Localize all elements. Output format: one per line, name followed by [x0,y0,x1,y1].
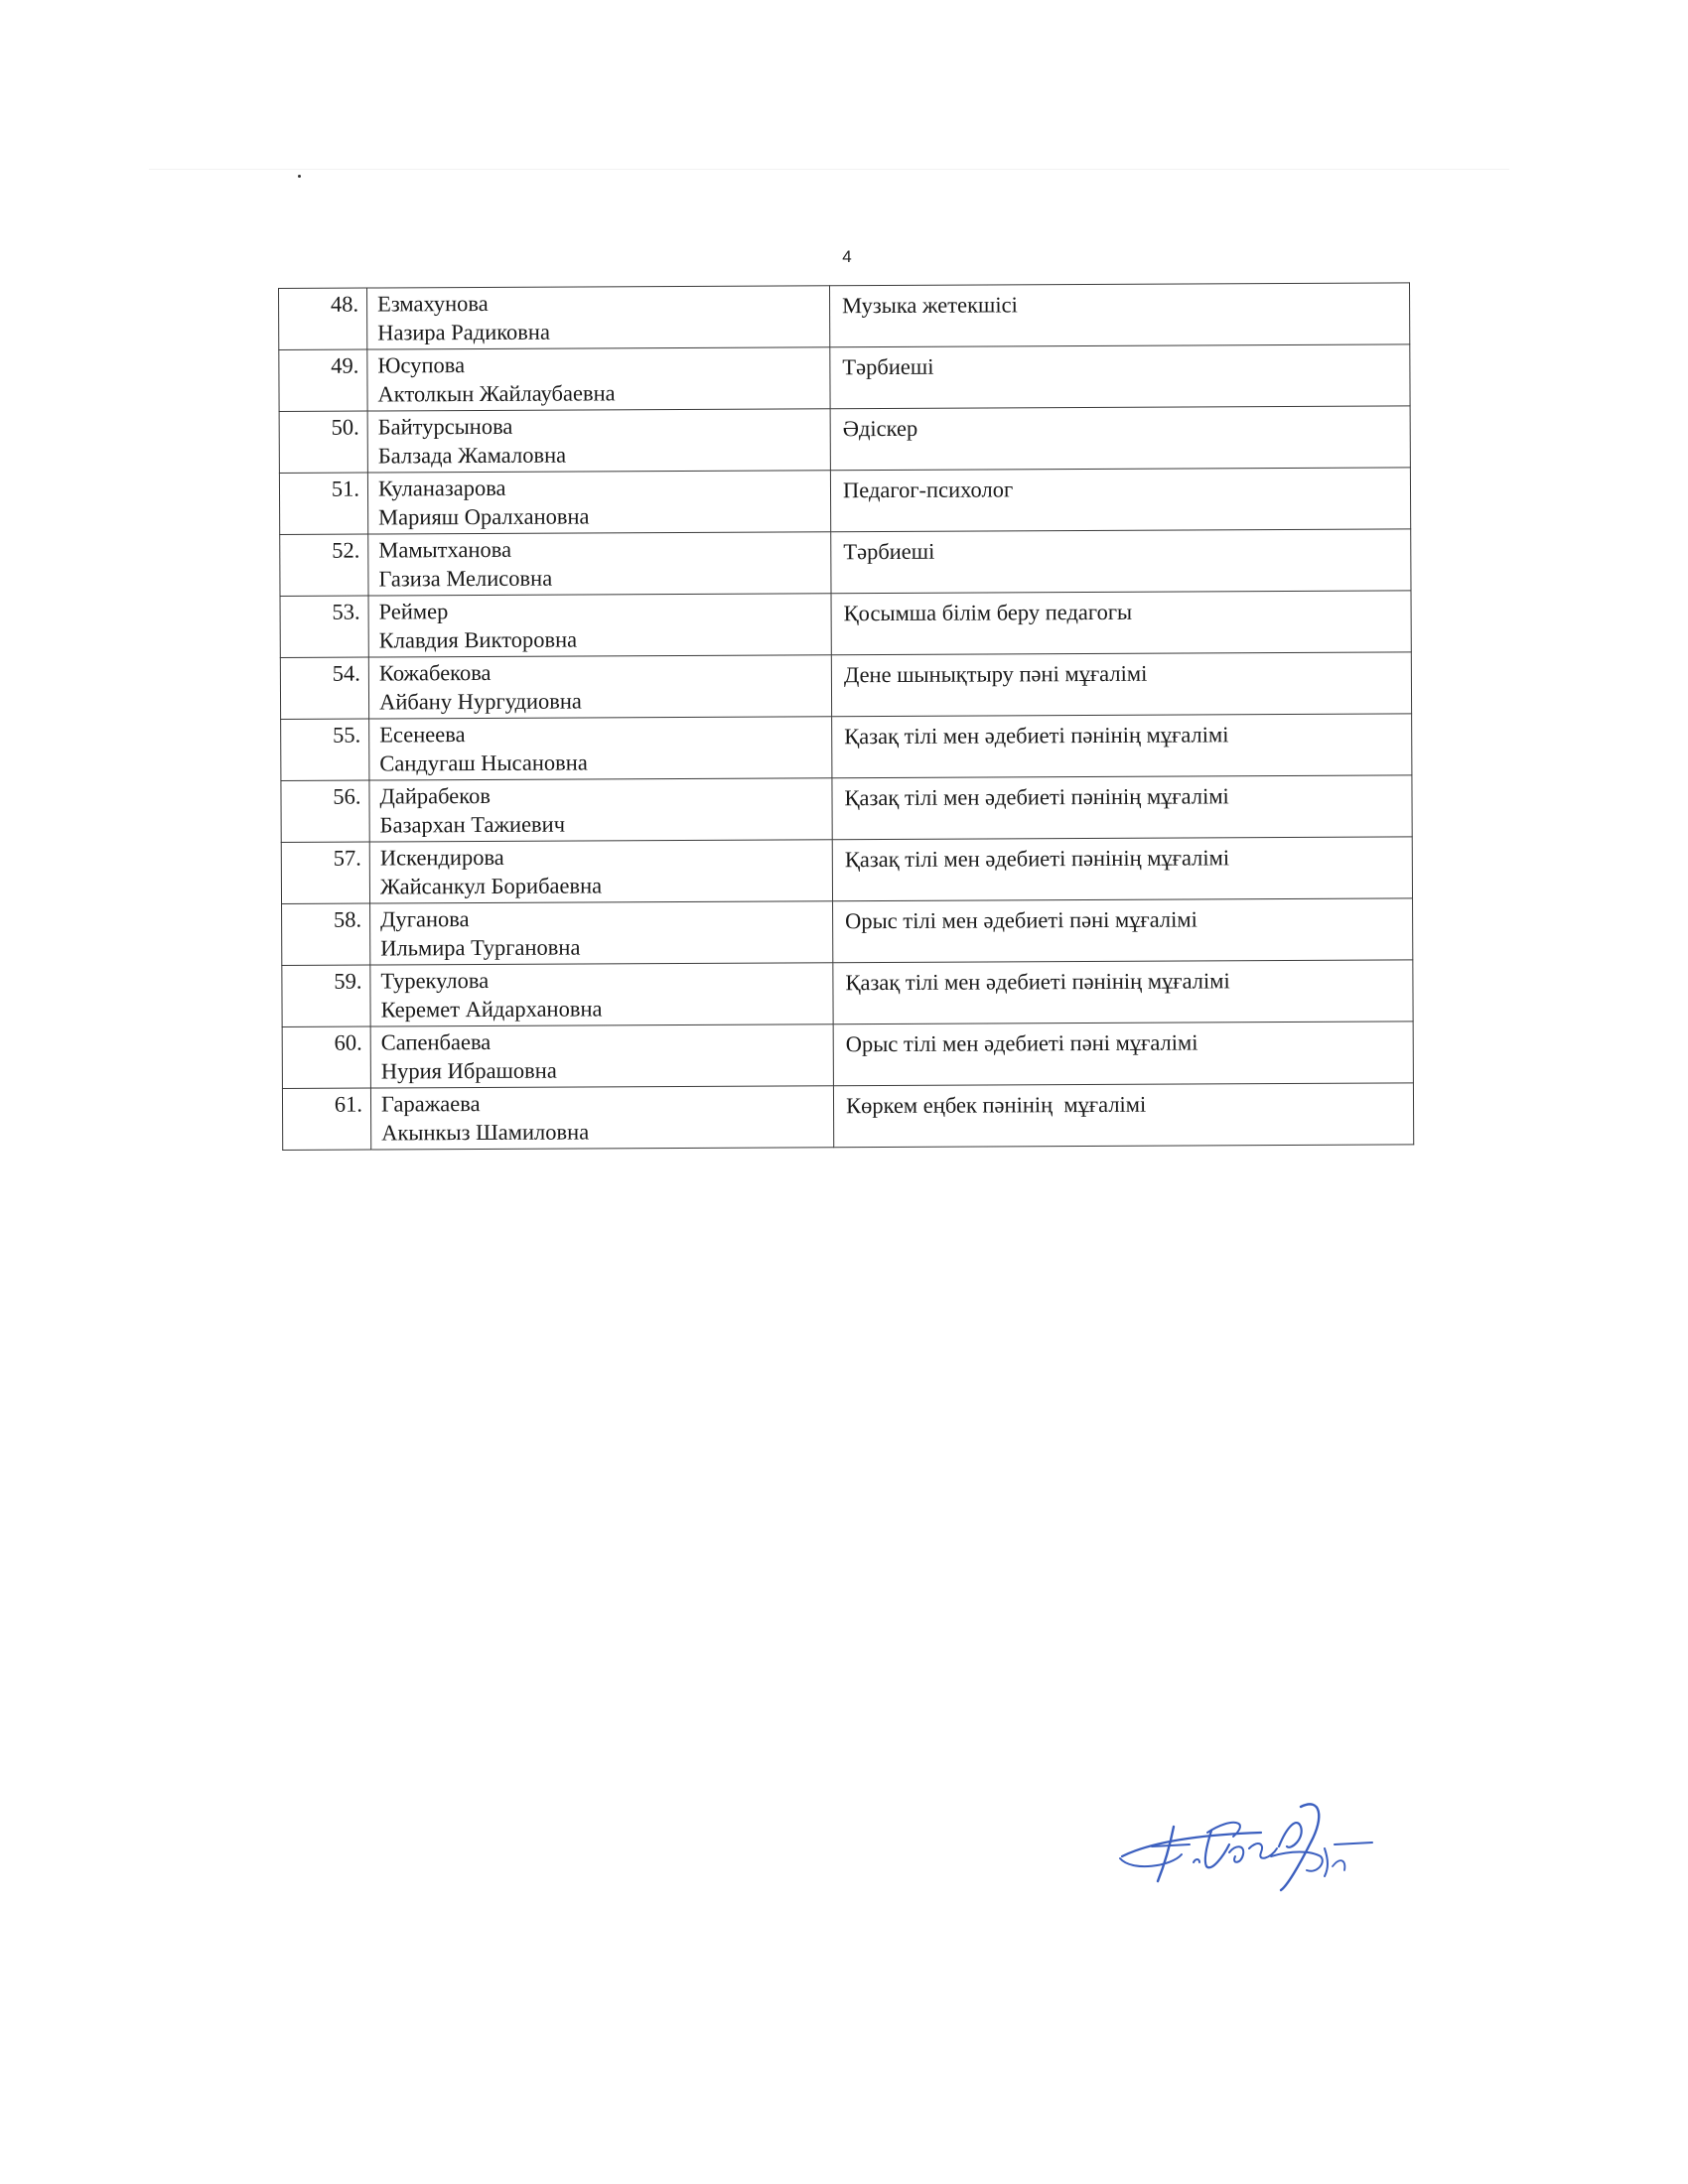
staff-position: Қосымша білім беру педагогы [831,591,1411,655]
staff-given-name: Ильмира Тургановна [380,934,581,961]
table-row [279,406,1410,474]
staff-position: Тәрбиеші [830,344,1410,409]
staff-given-name: Сандугаш Нысановна [379,750,588,776]
staff-position: Көркем еңбек пәнінің мұғалімі [833,1083,1413,1148]
staff-surname: Дайрабеков [379,782,491,809]
table-row [282,898,1413,966]
staff-name-cell [367,286,830,349]
table-row [282,1022,1413,1089]
staff-given-name: Клавдия Викторовна [378,626,578,653]
staff-given-name: Марияш Оралхановна [378,503,590,530]
staff-given-name: Жайсанкул Борибаевна [379,873,603,899]
row-number: 60. [282,1026,370,1088]
staff-name-cell [370,1086,833,1150]
staff-name-cell [368,594,831,657]
table-row [280,591,1411,658]
staff-name-cell [369,717,832,780]
table-row [280,652,1411,720]
row-number: 55. [281,719,369,780]
row-number: 57. [281,842,369,903]
scan-edge-line [149,169,1509,170]
staff-position: Орыс тілі мен әдебиеті пәні мұғалімі [833,1022,1413,1086]
staff-position: Әдіскер [830,406,1410,471]
signature-icon [1112,1787,1420,1896]
staff-given-name: Нурия Ибрашовна [380,1057,557,1084]
row-number: 61. [282,1088,370,1150]
staff-name-cell [367,471,830,534]
staff-surname: Кожабекова [378,659,492,686]
staff-position: Тәрбиеші [831,529,1411,594]
staff-surname: Дуганова [380,906,470,932]
staff-given-name: Акынкыз Шамиловна [381,1119,590,1146]
staff-position: Музыка жетекшісі [829,283,1409,347]
staff-name-cell [367,347,830,411]
staff-position: Педагог-психолог [830,468,1410,532]
staff-name-cell [369,840,832,903]
staff-given-name: Назира Радиковна [377,319,550,345]
staff-name-cell [367,409,830,473]
row-number: 59. [282,965,370,1026]
staff-given-name: Газиза Мелисовна [378,565,553,592]
staff-surname: Куланазарова [377,475,506,501]
table-row [281,837,1412,904]
staff-surname: Юсупова [377,352,466,378]
staff-given-name: Керемет Айдархановна [380,996,603,1023]
staff-name-cell [370,1024,833,1088]
staff-table [278,282,1414,1151]
page-number: 4 [842,247,852,266]
staff-name-cell [368,532,831,596]
staff-position: Қазақ тілі мен әдебиеті пәнінің мұғалімі [832,837,1412,901]
table-row [279,283,1410,350]
staff-surname: Езмахунова [377,290,489,317]
staff-position: Орыс тілі мен әдебиеті пәні мұғалімі [833,898,1413,963]
staff-given-name: Актолкын Жайлаубаевна [377,380,616,407]
staff-surname: Гаражаева [380,1091,481,1117]
row-number: 49. [279,349,367,411]
staff-surname: Есенеева [379,722,466,748]
staff-surname: Мамытханова [378,536,512,563]
staff-surname: Сапенбаева [380,1028,492,1055]
table-row [281,714,1412,781]
row-number: 50. [279,411,367,473]
staff-position: Қазақ тілі мен әдебиеті пәнінің мұғалімі [832,775,1412,840]
table-row [279,344,1410,412]
staff-surname: Байтурсынова [377,413,513,440]
row-number: 48. [279,288,367,349]
staff-position: Дене шынықтыру пәні мұғалімі [831,652,1411,717]
table-row [282,960,1413,1027]
staff-name-cell [370,963,833,1026]
table-row [281,775,1412,843]
row-number: 58. [282,903,370,965]
table-row [282,1083,1413,1151]
staff-surname: Реймер [378,599,449,624]
row-number: 51. [279,473,367,534]
staff-table-body [279,283,1414,1151]
scan-speck [298,175,301,178]
row-number: 52. [280,534,368,596]
staff-given-name: Базархан Тажиевич [379,811,566,838]
staff-name-cell [368,655,831,719]
staff-given-name: Айбану Нургудиовна [378,688,582,715]
staff-name-cell [369,778,832,842]
staff-position: Қазақ тілі мен әдебиеті пәнінің мұғалімі [832,714,1412,778]
staff-surname: Искендирова [379,844,504,871]
row-number: 56. [281,780,369,842]
row-number: 53. [280,596,368,657]
staff-given-name: Балзада Жамаловна [377,442,567,469]
table-row [279,468,1410,535]
staff-surname: Турекулова [380,967,490,994]
row-number: 54. [280,657,368,719]
staff-name-cell [370,901,833,965]
table-row [280,529,1411,597]
staff-position: Қазақ тілі мен әдебиеті пәнінің мұғалімі [833,960,1413,1024]
